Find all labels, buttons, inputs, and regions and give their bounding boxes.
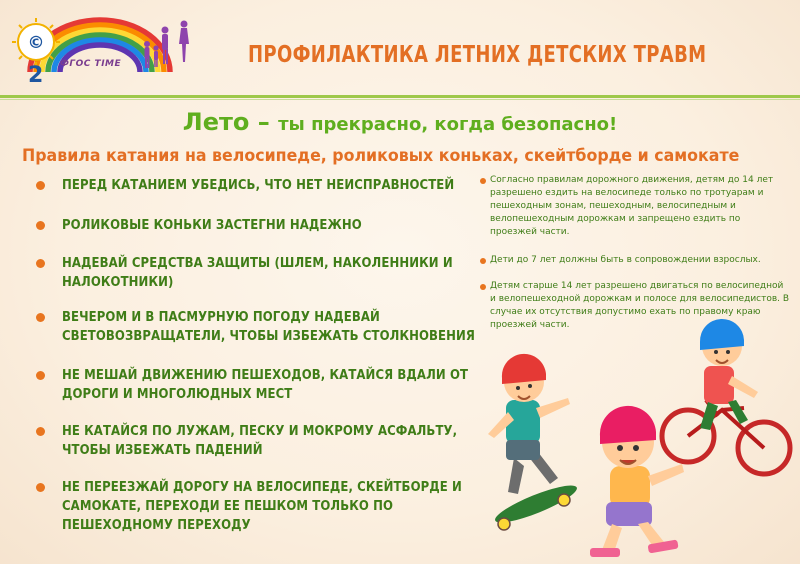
svg-text:2: 2	[28, 63, 44, 86]
bullet-icon	[36, 221, 45, 230]
rule-text: НАДЕВАЙ СРЕДСТВА ЗАЩИТЫ (ШЛЕМ, НАКОЛЕННИКИ И НАЛОКОТНИКИ)	[62, 256, 453, 290]
note-text: Дети до 7 лет должны быть в сопровождении взрослых.	[490, 255, 761, 265]
bicycle-kid-figure	[662, 319, 790, 474]
bullet-icon	[36, 483, 45, 492]
note-text: Детям старше 14 лет разрешено двигаться по велосипедной и велопешеходной дорожкам и полосе для велосипедистов. В случае их отсутствия допустимо ехать по правому краю проезжей части.	[490, 281, 790, 330]
rule-text: ПЕРЕД КАТАНИЕМ УБЕДИСЬ, ЧТО НЕТ НЕИСПРАВНОСТЕЙ	[62, 178, 455, 193]
slogan-lead: Лето	[182, 108, 250, 136]
roller-skating-girl-figure	[590, 406, 684, 557]
rule-text: НЕ МЕШАЙ ДВИЖЕНИЮ ПЕШЕХОДОВ, КАТАЙСЯ ВДАЛИ ОТ ДОРОГИ И МНОГОЛЮДНЫХ МЕСТ	[62, 368, 469, 402]
bullet-icon	[36, 371, 45, 380]
header-divider-thin	[0, 99, 800, 100]
bullet-icon	[36, 427, 45, 436]
bullet-icon	[36, 259, 45, 268]
kids-riding-illustration	[478, 316, 800, 564]
slogan-dash: –	[249, 108, 279, 136]
skateboard-kid-figure	[488, 354, 580, 530]
bullet-icon	[36, 313, 45, 322]
rule-text: НЕ КАТАЙСЯ ПО ЛУЖАМ, ПЕСКУ И МОКРОМУ АСФАЛЬТУ, ЧТОБЫ ИЗБЕЖАТЬ ПАДЕНИЙ	[62, 424, 458, 458]
header-divider	[0, 95, 800, 98]
rules-heading: Правила катания на велосипеде, роликовых коньках, скейтборде и самокате	[22, 146, 740, 166]
logo-caption: ФГОС ТIME	[60, 59, 122, 69]
rule-text: РОЛИКОВЫЕ КОНЬКИ ЗАСТЕГНИ НАДЕЖНО	[62, 218, 362, 233]
rule-text: НЕ ПЕРЕЕЗЖАЙ ДОРОГУ НА ВЕЛОСИПЕДЕ, СКЕЙТБОРДЕ И САМОКАТЕ, ПЕРЕХОДИ ЕЕ ПЕШКОМ ТОЛЬКО ПО ПЕШЕХОДНОМУ ПЕРЕХОДУ	[62, 480, 462, 533]
rule-text: ВЕЧЕРОМ И В ПАСМУРНУЮ ПОГОДУ НАДЕВАЙ СВЕТОВОЗВРАЩАТЕЛИ, ЧТОБЫ ИЗБЕЖАТЬ СТОЛКНОВЕНИЯ	[62, 310, 476, 344]
page-title: ПРОФИЛАКТИКА ЛЕТНИХ ДЕТСКИХ ТРАВМ	[248, 42, 707, 68]
bullet-icon	[36, 181, 45, 190]
rainbow-logo	[8, 6, 192, 86]
bullet-icon	[480, 284, 486, 290]
slogan-rest: ты прекрасно, когда безопасно!	[278, 114, 618, 135]
note-text: Согласно правилам дорожного движения, детям до 14 лет разрешено ездить на велосипеде только по тротуарам и пешеходным зонам, пешеходным, велосипедным и велопешеходным дорожкам и запрещено ездить по проезжей части.	[490, 175, 774, 237]
svg-text:©: ©	[27, 33, 45, 53]
bullet-icon	[480, 258, 486, 264]
bullet-icon	[480, 178, 486, 184]
slogan	[0, 108, 800, 136]
